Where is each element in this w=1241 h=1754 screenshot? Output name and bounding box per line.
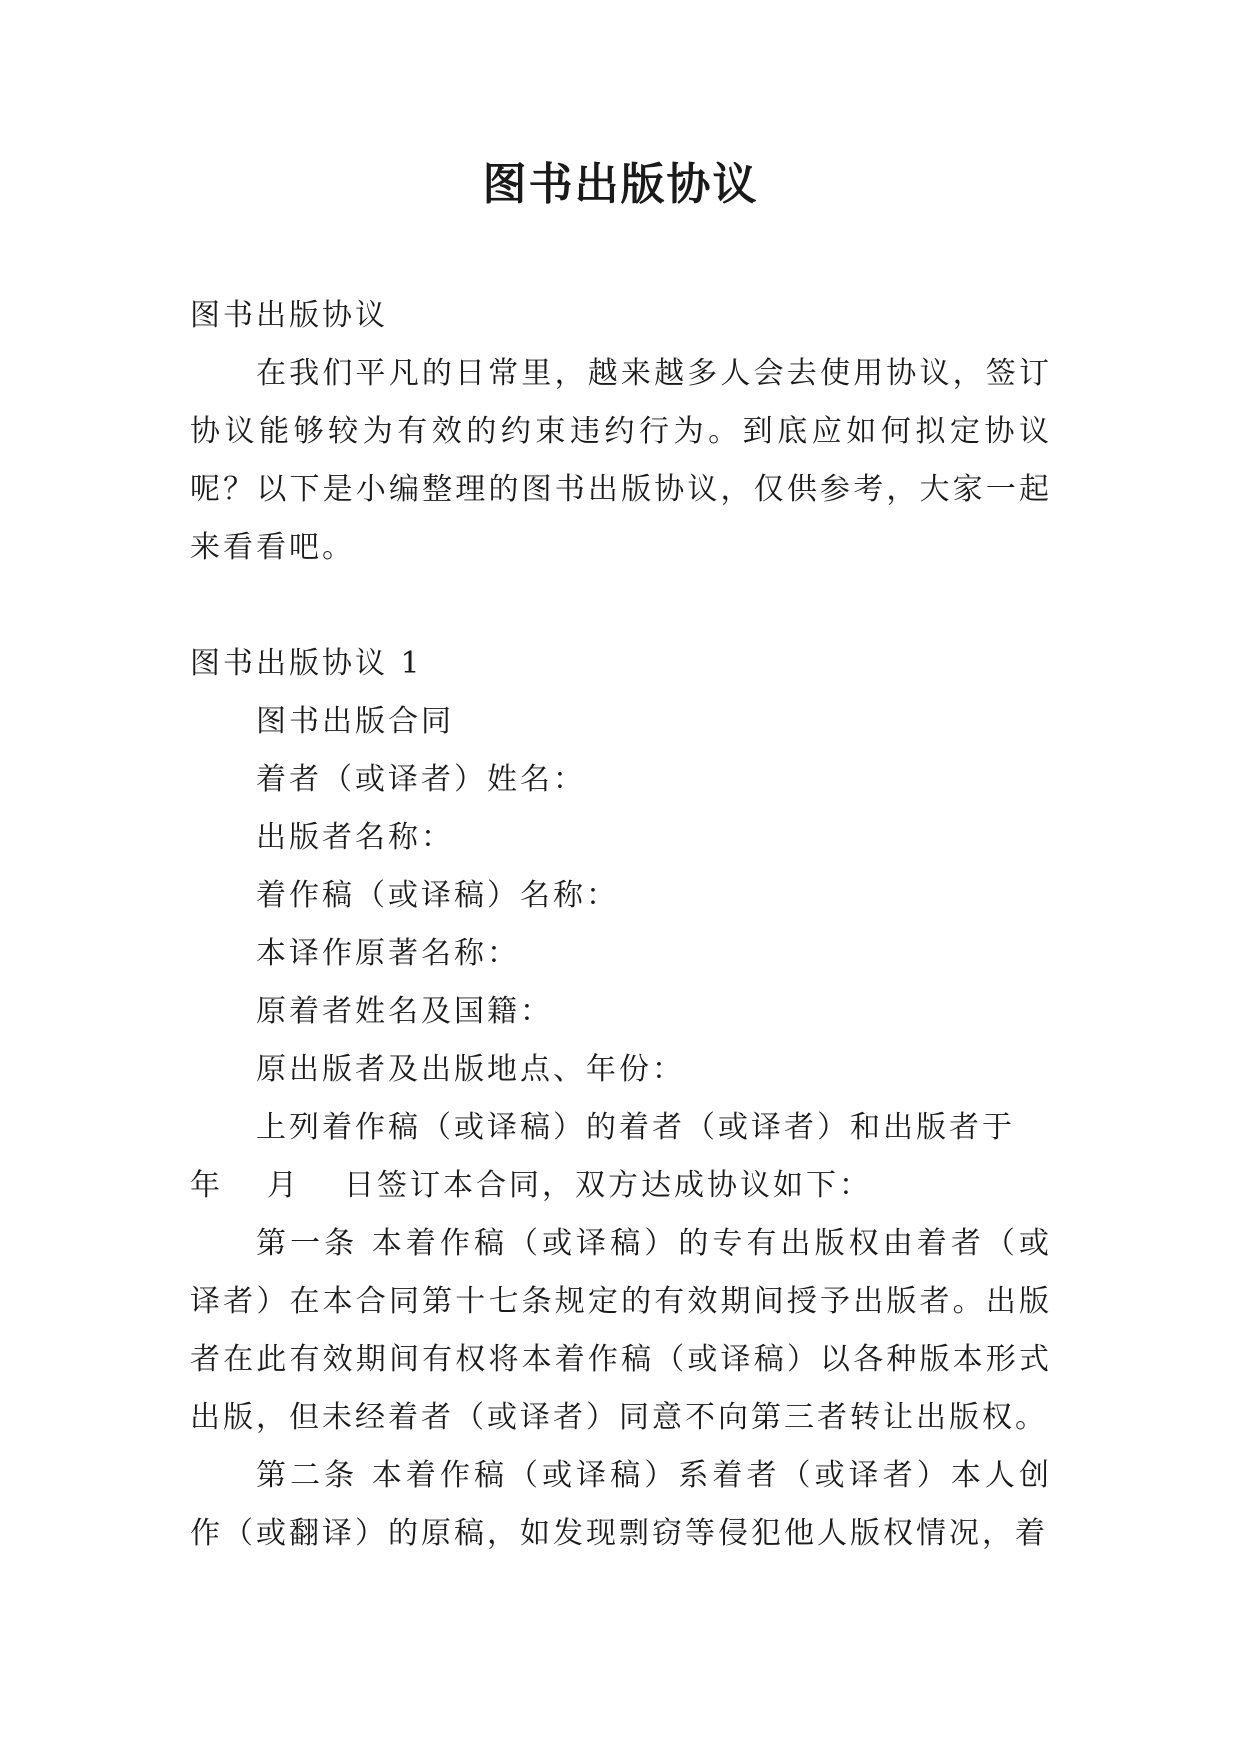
field-author-name: 着者（或译者）姓名： xyxy=(256,762,586,797)
section-heading: 图书出版协议 1 xyxy=(190,646,423,681)
field-original-title: 本译作原著名称： xyxy=(256,936,520,971)
field-manuscript-name: 着作稿（或译稿）名称： xyxy=(256,878,619,913)
document-body xyxy=(190,287,1052,1563)
intro-paragraph: 在我们平凡的日常里，越来越多人会去使用协议，签订协议能够较为有效的约束违约行为。到底应如何拟定协议呢？以下是小编整理的图书出版协议，仅供参考，大家一起来看看吧。 xyxy=(190,356,1052,565)
date-line xyxy=(190,1157,1052,1215)
field-original-author: 原着者姓名及国籍： xyxy=(256,994,553,1029)
contract-title: 图书出版合同 xyxy=(256,704,454,739)
article-2: 第二条 本着作稿（或译稿）系着者（或译者）本人创作（或翻译）的原稿，如发现剽窃等侵犯他人版权情况，着 xyxy=(190,1458,1052,1551)
date-rest: 日签订本合同，双方达成协议如下： xyxy=(344,1168,872,1203)
field-original-publisher: 原出版者及出版地点、年份： xyxy=(256,1052,685,1087)
agreement-intro: 上列着作稿（或译稿）的着者（或译者）和出版者于 xyxy=(256,1110,1015,1145)
date-month: 月 xyxy=(267,1168,300,1203)
article-1: 第一条 本着作稿（或译稿）的专有出版权由着者（或译者）在本合同第十七条规定的有效期间授予出版者。出版者在此有效期间有权将本着作稿（或译稿）以各种版本形式出版，但未经着者（或译者）同意不向第三者转让出版权。 xyxy=(190,1226,1052,1435)
date-year: 年 xyxy=(190,1168,223,1203)
field-publisher-name: 出版者名称： xyxy=(256,820,454,855)
document-title: 图书出版协议 xyxy=(482,159,759,210)
subtitle: 图书出版协议 xyxy=(190,298,388,333)
paragraph-gap xyxy=(190,577,1052,635)
